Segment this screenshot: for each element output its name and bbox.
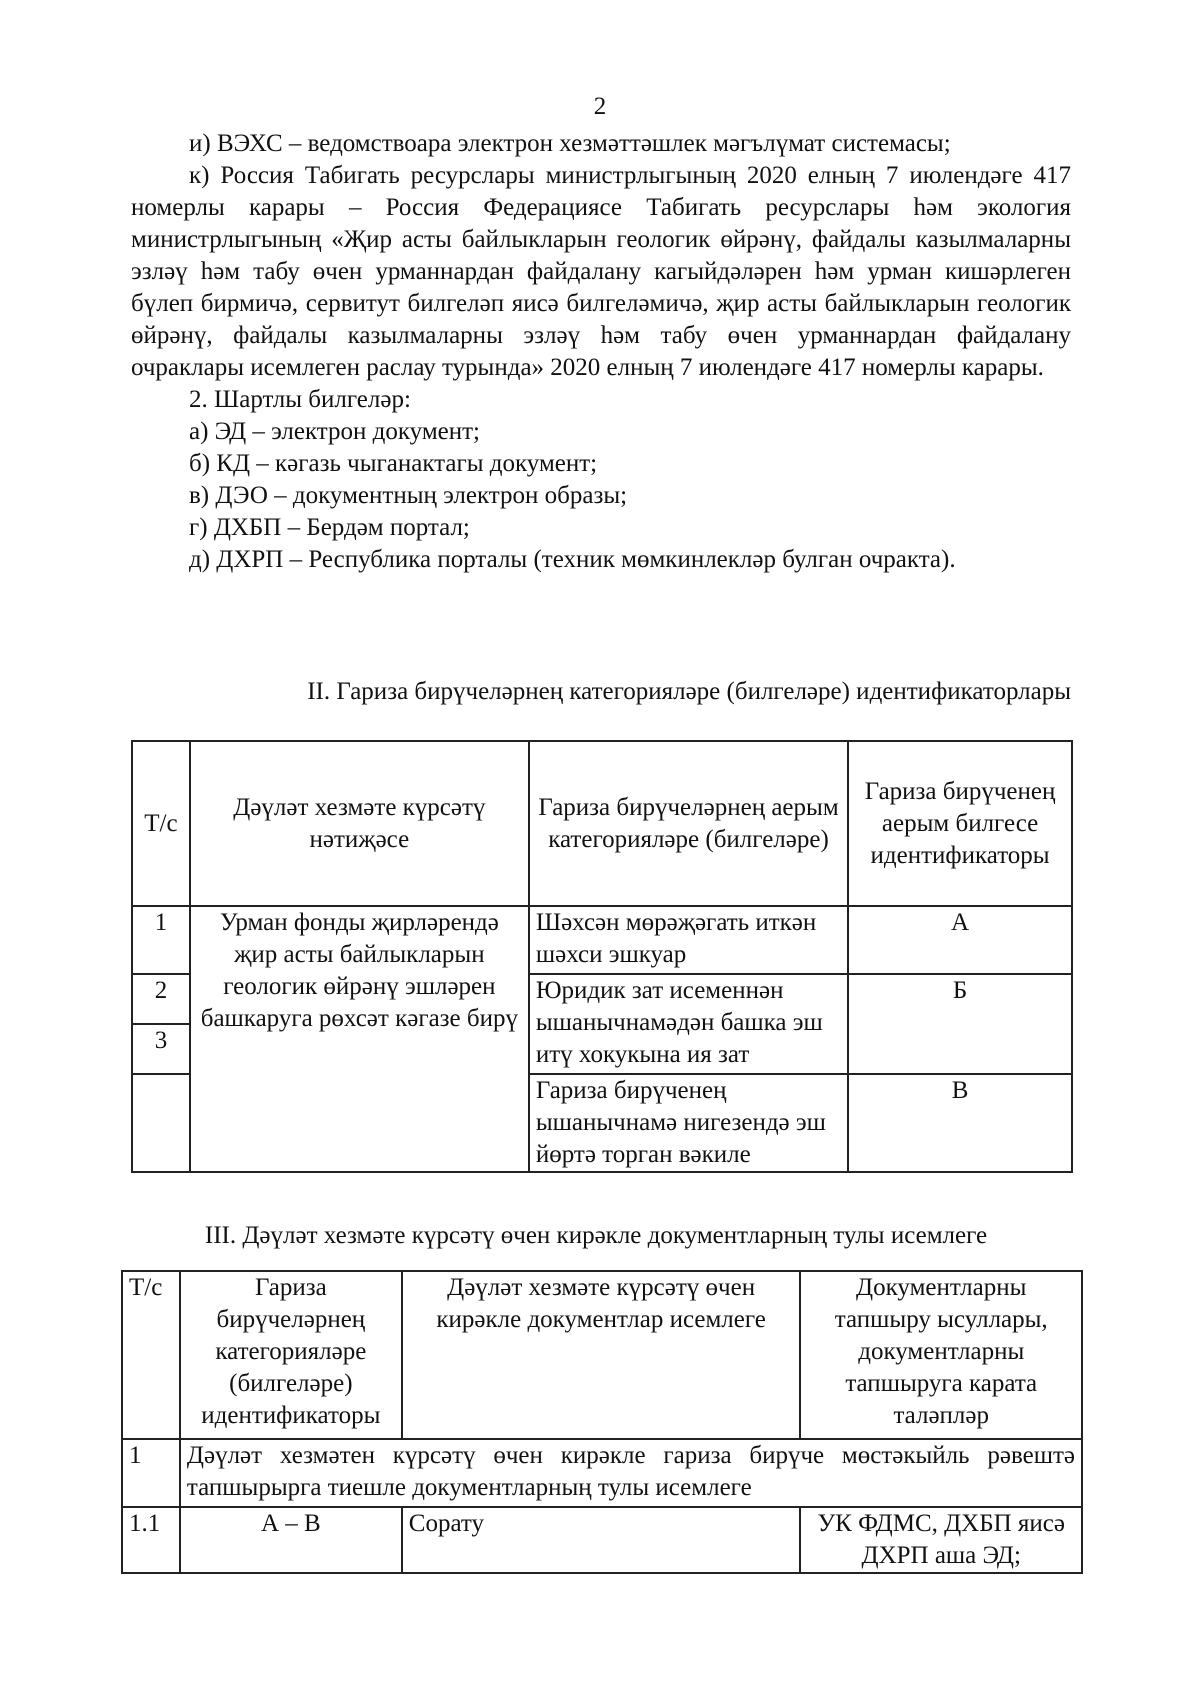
row-identifier: А [848, 906, 1072, 974]
definition-i: и) ВЭХС – ведомствоара электрон хезмәттәшлек мәгълүмат системасы; [189, 130, 951, 157]
header-category: Гариза бирүчеләрнең аерым категорияләре (билгеләре) [529, 741, 848, 906]
abbreviation-item: б) КД – кәгазь чыганактагы документ; [189, 450, 598, 477]
row-num-empty [132, 1074, 190, 1172]
row-num: 3 [154, 1027, 168, 1054]
definition-k: к) Россия Табигать ресурслары министрлыгының 2020 елның 7 июлендәге 417 номерлы карары – Россия Федерациясе Табигать ресурслары һәм экология министрлыгының «Җир асты байлыкларын геологик өйрәнү, файдалы казылмаларны эзләү һәм табу өчен урманнардан файдалану кагыйдәләрен һәм урман кишәрлеген бүлеп бирмичә, сервитут билгеләп яисә билгеләмичә, җир асты байлыкларын геологик өйрәнү, файдалы казылмаларны эзләү һәм табу өчен урманнардан файдалану очраклары исемлеген раслау турында» 2020 елның 7 июлендәге 417 номерлы карары. [131, 162, 1071, 381]
abbreviation-item: а) ЭД – электрон документ; [189, 418, 481, 445]
section-2-title: II. Гариза бирүчеләрнең категорияләре (билгеләре) идентификаторлары [307, 678, 1071, 705]
row-category: Юридик зат исеменнән ышанычнамәдән башка эш итү хокукына ия зат [529, 974, 848, 1074]
row-category: Шәхсән мөрәҗәгать иткән шәхси эшкуар [529, 906, 848, 974]
table-row [122, 1507, 1082, 1573]
page-number: 2 [593, 93, 607, 120]
row-num: 2 [133, 975, 189, 1025]
abbreviation-item: г) ДХБП – Бердәм портал; [189, 514, 470, 541]
row-method: УК ФДМС, ДХБП яисә ДХРП аша ЭД; [800, 1507, 1082, 1573]
header-document-list: Дәүләт хезмәте күрсәтү өчен кирәкле документлар исемлеге [402, 1271, 801, 1439]
header-submission-methods: Документларны тапшыру ысуллары, документларны тапшыруга карата таләпләр [800, 1271, 1082, 1439]
row-ids: А – В [180, 1507, 402, 1573]
row-num: 1 [132, 906, 190, 974]
abbreviations-title: 2. Шартлы билгеләр: [189, 386, 411, 413]
row-num: 1.1 [122, 1507, 180, 1573]
section-3-title: III. Дәүләт хезмәте күрсәтү өчен кирәкле документларның тулы исемлеге [204, 1222, 988, 1249]
service-result-cell: Урман фонды җирләрендә җир асты байлыкларын геологик өйрәнү эшләрен башкаруга рөхсәт кәгазе бирү [190, 906, 529, 1172]
row-num-pair [132, 974, 190, 1074]
header-num: Т/с [132, 741, 190, 906]
header-num: Т/с [122, 1271, 180, 1439]
identifiers-table [131, 740, 1073, 1173]
row-identifier: Б [848, 974, 1072, 1074]
documents-table [121, 1270, 1083, 1574]
definitions-block [131, 128, 1071, 576]
abbreviation-item: д) ДХРП – Республика порталы (техник мөмкинлекләр булган очракта). [189, 546, 956, 573]
group-text: Дәүләт хезмәтен күрсәтү өчен кирәкле гариза бирүче мөстәкыйль рәвештә тапшырырга тиешле документларның тулы исемлеге [180, 1439, 1082, 1507]
group-num: 1 [122, 1439, 180, 1507]
row-document: Сорату [402, 1507, 801, 1573]
header-category-ids: Гариза бирүчеләрнең категорияләре (билгеләре) идентификаторы [180, 1271, 402, 1439]
header-identifier: Гариза бирүченең аерым билгесе идентификаторы [848, 741, 1072, 906]
table-header-row [132, 741, 1072, 906]
table-header-row [122, 1271, 1082, 1439]
row-category: Гариза бирүченең ышанычнамә нигезендә эш йөртә торган вәкиле [529, 1074, 848, 1172]
abbreviation-item: в) ДЭО – документның электрон образы; [189, 482, 628, 509]
header-result: Дәүләт хезмәте күрсәтү нәтиҗәсе [190, 741, 529, 906]
table-group-row [122, 1439, 1082, 1507]
row-identifier: В [848, 1074, 1072, 1172]
table-row [132, 906, 1072, 974]
